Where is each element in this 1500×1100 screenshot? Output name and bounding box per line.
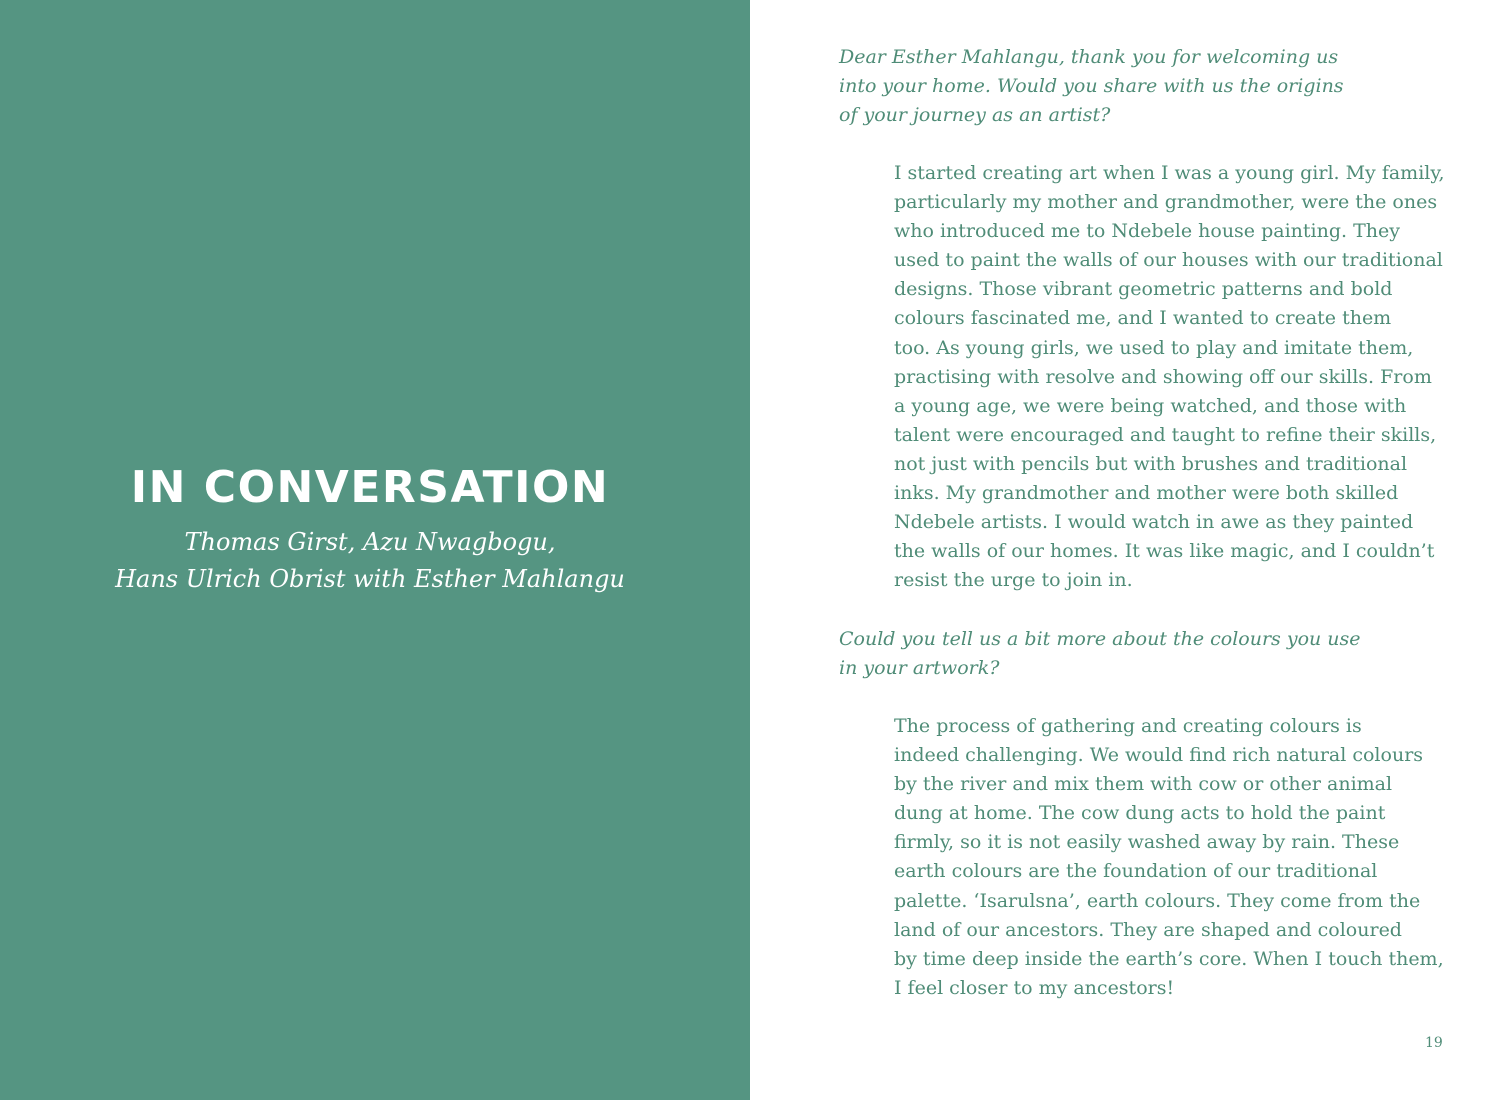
answer-2	[894, 712, 1444, 1003]
authors-line: Hans Ulrich Obrist with Esther Mahlangu	[115, 565, 625, 593]
answer-1	[894, 159, 1445, 595]
answer-line: designs. Those vibrant geometric patterns and bold	[894, 278, 1393, 301]
authors-line: Thomas Girst, Azu Nwagbogu,	[184, 528, 556, 556]
answer-line: land of our ancestors. They are shaped and coloured	[894, 918, 1402, 941]
answer-line: dung at home. The cow dung acts to hold the paint	[894, 802, 1386, 825]
question-line: of your journey as an artist?	[839, 104, 1111, 127]
right-page	[750, 0, 1500, 1100]
answer-line: resist the urge to join in.	[894, 569, 1133, 592]
answer-line: I started creating art when I was a young girl. My family,	[894, 162, 1445, 184]
page-number: 19	[1425, 1035, 1443, 1051]
answer-line: The process of gathering and creating colours is	[894, 715, 1362, 737]
answer-line: colours fascinated me, and I wanted to create them	[894, 307, 1392, 330]
answer-line: not just with pencils but with brushes and traditional	[894, 452, 1408, 475]
question-line: in your artwork?	[839, 657, 1000, 680]
answer-line: indeed challenging. We would find rich natural colours	[894, 744, 1424, 767]
answer-line: palette. ‘Isarulsna’, earth colours. They come from the	[894, 889, 1421, 912]
question-line: Dear Esther Mahlangu, thank you for welcoming us	[839, 46, 1339, 68]
answer-line: particularly my mother and grandmother, were the ones	[894, 191, 1438, 214]
answer-line: earth colours are the foundation of our traditional	[894, 860, 1378, 883]
question-line: into your home. Would you share with us the origins	[839, 75, 1344, 98]
answer-line: too. As young girls, we used to play and imitate them,	[894, 336, 1414, 359]
title-block	[0, 460, 740, 598]
section-title: IN CONVERSATION	[130, 462, 610, 513]
answer-line: who introduced me to Ndebele house painting. They	[894, 220, 1400, 243]
answer-line: Ndebele artists. I would watch in awe as they painted	[894, 511, 1414, 534]
authors	[0, 524, 740, 598]
answer-line: the walls of our homes. It was like magic, and I couldn’t	[894, 540, 1435, 563]
answer-line: inks. My grandmother and mother were both skilled	[894, 482, 1399, 505]
answer-line: by the river and mix them with cow or other animal	[894, 773, 1393, 796]
question-1	[839, 43, 1344, 131]
answer-line: a young age, we were being watched, and those with	[894, 394, 1407, 417]
question-line: Could you tell us a bit more about the colours you use	[839, 628, 1361, 650]
answer-line: talent were encouraged and taught to refine their skills,	[894, 423, 1437, 446]
answer-line: I feel closer to my ancestors!	[894, 976, 1175, 999]
answer-line: practising with resolve and showing off our skills. From	[894, 365, 1432, 388]
question-2	[839, 625, 1361, 683]
answer-line: used to paint the walls of our houses with our traditional	[894, 249, 1443, 272]
answer-line: firmly, so it is not easily washed away by rain. These	[894, 831, 1400, 854]
answer-line: by time deep inside the earth’s core. When I touch them,	[894, 947, 1444, 970]
